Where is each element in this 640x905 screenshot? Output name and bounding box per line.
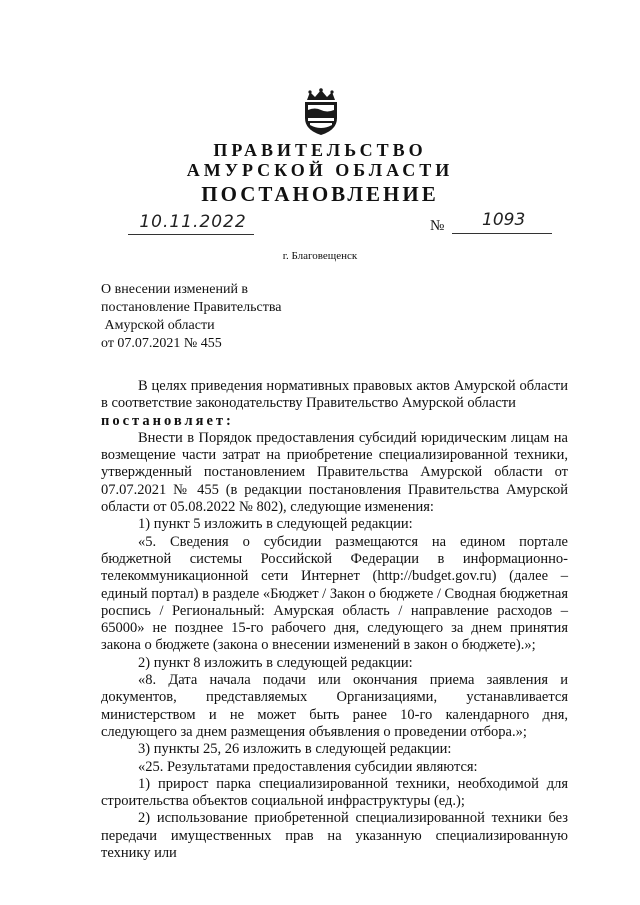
document-type-title: ПОСТАНОВЛЕНИЕ — [201, 182, 439, 206]
region-title: АМУРСКОЙ ОБЛАСТИ — [186, 160, 454, 180]
body-paragraph: 1) пункт 5 изложить в следующей редакции: — [138, 516, 413, 533]
decree-number: 1093 — [482, 210, 526, 230]
body-paragraph: «25. Результатами предоставления субсидии являются: — [138, 758, 478, 775]
government-title: ПРАВИТЕЛЬСТВО — [213, 140, 427, 160]
subject-line: постановление Правительства — [101, 300, 282, 315]
coat-of-arms-emblem — [301, 88, 341, 136]
postanovlyaet-line — [101, 413, 568, 430]
city-name: г. Благовещенск — [282, 250, 358, 262]
decree-body — [101, 378, 568, 862]
decree-date: 10.11.2022 — [139, 212, 247, 232]
body-paragraph: 3) пункты 25, 26 изложить в следующей редакции: — [138, 741, 452, 758]
number-underline — [452, 233, 552, 234]
body-paragraph: «8. Дата начала подачи или окончания приема заявления и документов, представляемых Организациями, устанавливается министерством и не может быть ранее 10-го календарного дня, следующего за днем размещения объявления о проведении отбора.»; — [101, 672, 568, 740]
intro-paragraph: В целях приведения нормативных правовых актов Амурской области в соответствие законодательству Правительство Амурской области — [101, 378, 568, 412]
subject-line: Амурской области — [101, 318, 215, 333]
body-paragraph: Внести в Порядок предоставления субсидий юридическим лицам на возмещение части затрат на приобретение специализированной техники, утвержденный постановлением Правительства Амурской области от 07.07.2021 № 455 (в редакции постановления Правительства Амурской области от 05.08.2022 № 802), следующие изменения: — [101, 429, 568, 516]
body-paragraph: 2) пункт 8 изложить в следующей редакции: — [138, 654, 413, 671]
subject-line: О внесении изменений в — [101, 282, 249, 297]
postanovlyaet-word: постановляет: — [101, 412, 234, 429]
date-underline — [128, 234, 254, 235]
body-paragraph: 2) использование приобретенной специализированной техники без передачи имущественных прав на указанную специализированную технику или — [101, 810, 568, 862]
subject-line: от 07.07.2021 № 455 — [101, 336, 222, 351]
body-paragraph: 1) прирост парка специализированной техники, необходимой для строительства объектов социальной инфраструктуры (ед.); — [101, 775, 568, 810]
body-paragraph: «5. Сведения о субсидии размещаются на едином портале бюджетной системы Российской Федерации в информационно-телекоммуникационной сети Интернет (http://budget.gov.ru) (далее – единый портал) в разделе «Бюджет / Закон о бюджете / Сводная бюджетная роспись / Региональный: Амурская область / направление расходов – 65000» не позднее 15-го рабочего дня, следующего за днем принятия закона о бюджете (закона о внесении изменений в закон о бюджете).»; — [101, 533, 568, 654]
decree-subject — [101, 281, 361, 353]
number-sign: № — [430, 218, 445, 234]
